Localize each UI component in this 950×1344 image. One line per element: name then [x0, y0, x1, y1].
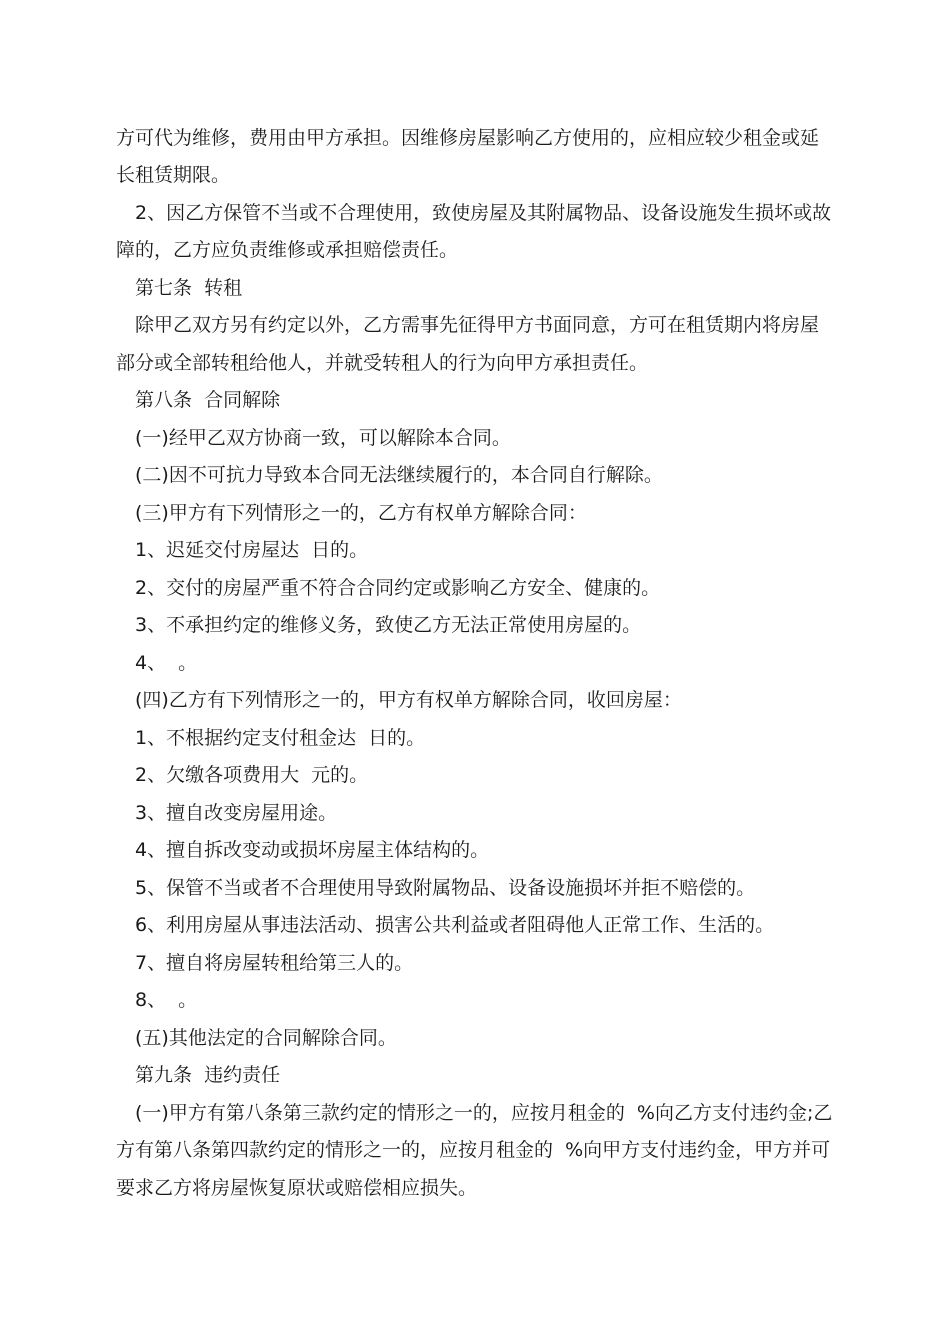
list-item: 1、迟延交付房屋达 日的。 [135, 539, 369, 561]
paragraph-line: 除甲乙双方另有约定以外，乙方需事先征得甲方书面同意，方可在租赁期内将房屋 [135, 314, 820, 336]
paragraph-line: 方可代为维修，费用由甲方承担。因维修房屋影响乙方使用的，应相应较少租金或延 [116, 127, 820, 149]
list-item: 2、交付的房屋严重不符合合同约定或影响乙方安全、健康的。 [135, 577, 661, 599]
clause-item: (四)乙方有下列情形之一的，甲方有权单方解除合同，收回房屋： [135, 689, 682, 711]
clause-item: (三)甲方有下列情形之一的，乙方有权单方解除合同： [135, 502, 587, 524]
list-item: 1、不根据约定支付租金达 日的。 [135, 727, 426, 749]
article-heading: 第九条 违约责任 [135, 1064, 281, 1086]
list-item: 2、因乙方保管不当或不合理使用，致使房屋及其附属物品、设备设施发生损坏或故 [135, 202, 832, 224]
paragraph-line: 障的，乙方应负责维修或承担赔偿责任。 [116, 239, 459, 261]
paragraph-line: 部分或全部转租给他人，并就受转租人的行为向甲方承担责任。 [116, 352, 649, 374]
clause-item: (二)因不可抗力导致本合同无法继续履行的，本合同自行解除。 [135, 464, 663, 486]
list-item: 3、擅自改变房屋用途。 [135, 802, 338, 824]
list-item: 8、 。 [135, 989, 198, 1011]
list-item: 2、欠缴各项费用大 元的。 [135, 764, 369, 786]
article-heading: 第八条 合同解除 [135, 389, 281, 411]
clause-item: (一)经甲乙双方协商一致，可以解除本合同。 [135, 427, 511, 449]
list-item: 6、利用房屋从事违法活动、损害公共利益或者阻碍他人正常工作、生活的。 [135, 914, 775, 936]
list-item: 7、擅自将房屋转租给第三人的。 [135, 952, 414, 974]
clause-item: (一)甲方有第八条第三款约定的情形之一的，应按月租金的 %向乙方支付违约金;乙 [135, 1102, 833, 1124]
list-item: 4、擅自拆改变动或损坏房屋主体结构的。 [135, 839, 490, 861]
paragraph-line: 方有第八条第四款约定的情形之一的，应按月租金的 %向甲方支付违约金，甲方并可 [116, 1139, 831, 1161]
list-item: 4、 。 [135, 652, 198, 674]
paragraph-line: 要求乙方将房屋恢复原状或赔偿相应损失。 [116, 1177, 478, 1199]
list-item: 3、不承担约定的维修义务，致使乙方无法正常使用房屋的。 [135, 614, 642, 636]
list-item: 5、保管不当或者不合理使用导致附属物品、设备设施损坏并拒不赔偿的。 [135, 877, 756, 899]
paragraph-line: 长租赁期限。 [116, 164, 231, 186]
article-heading: 第七条 转租 [135, 277, 243, 299]
clause-item: (五)其他法定的合同解除合同。 [135, 1027, 397, 1049]
